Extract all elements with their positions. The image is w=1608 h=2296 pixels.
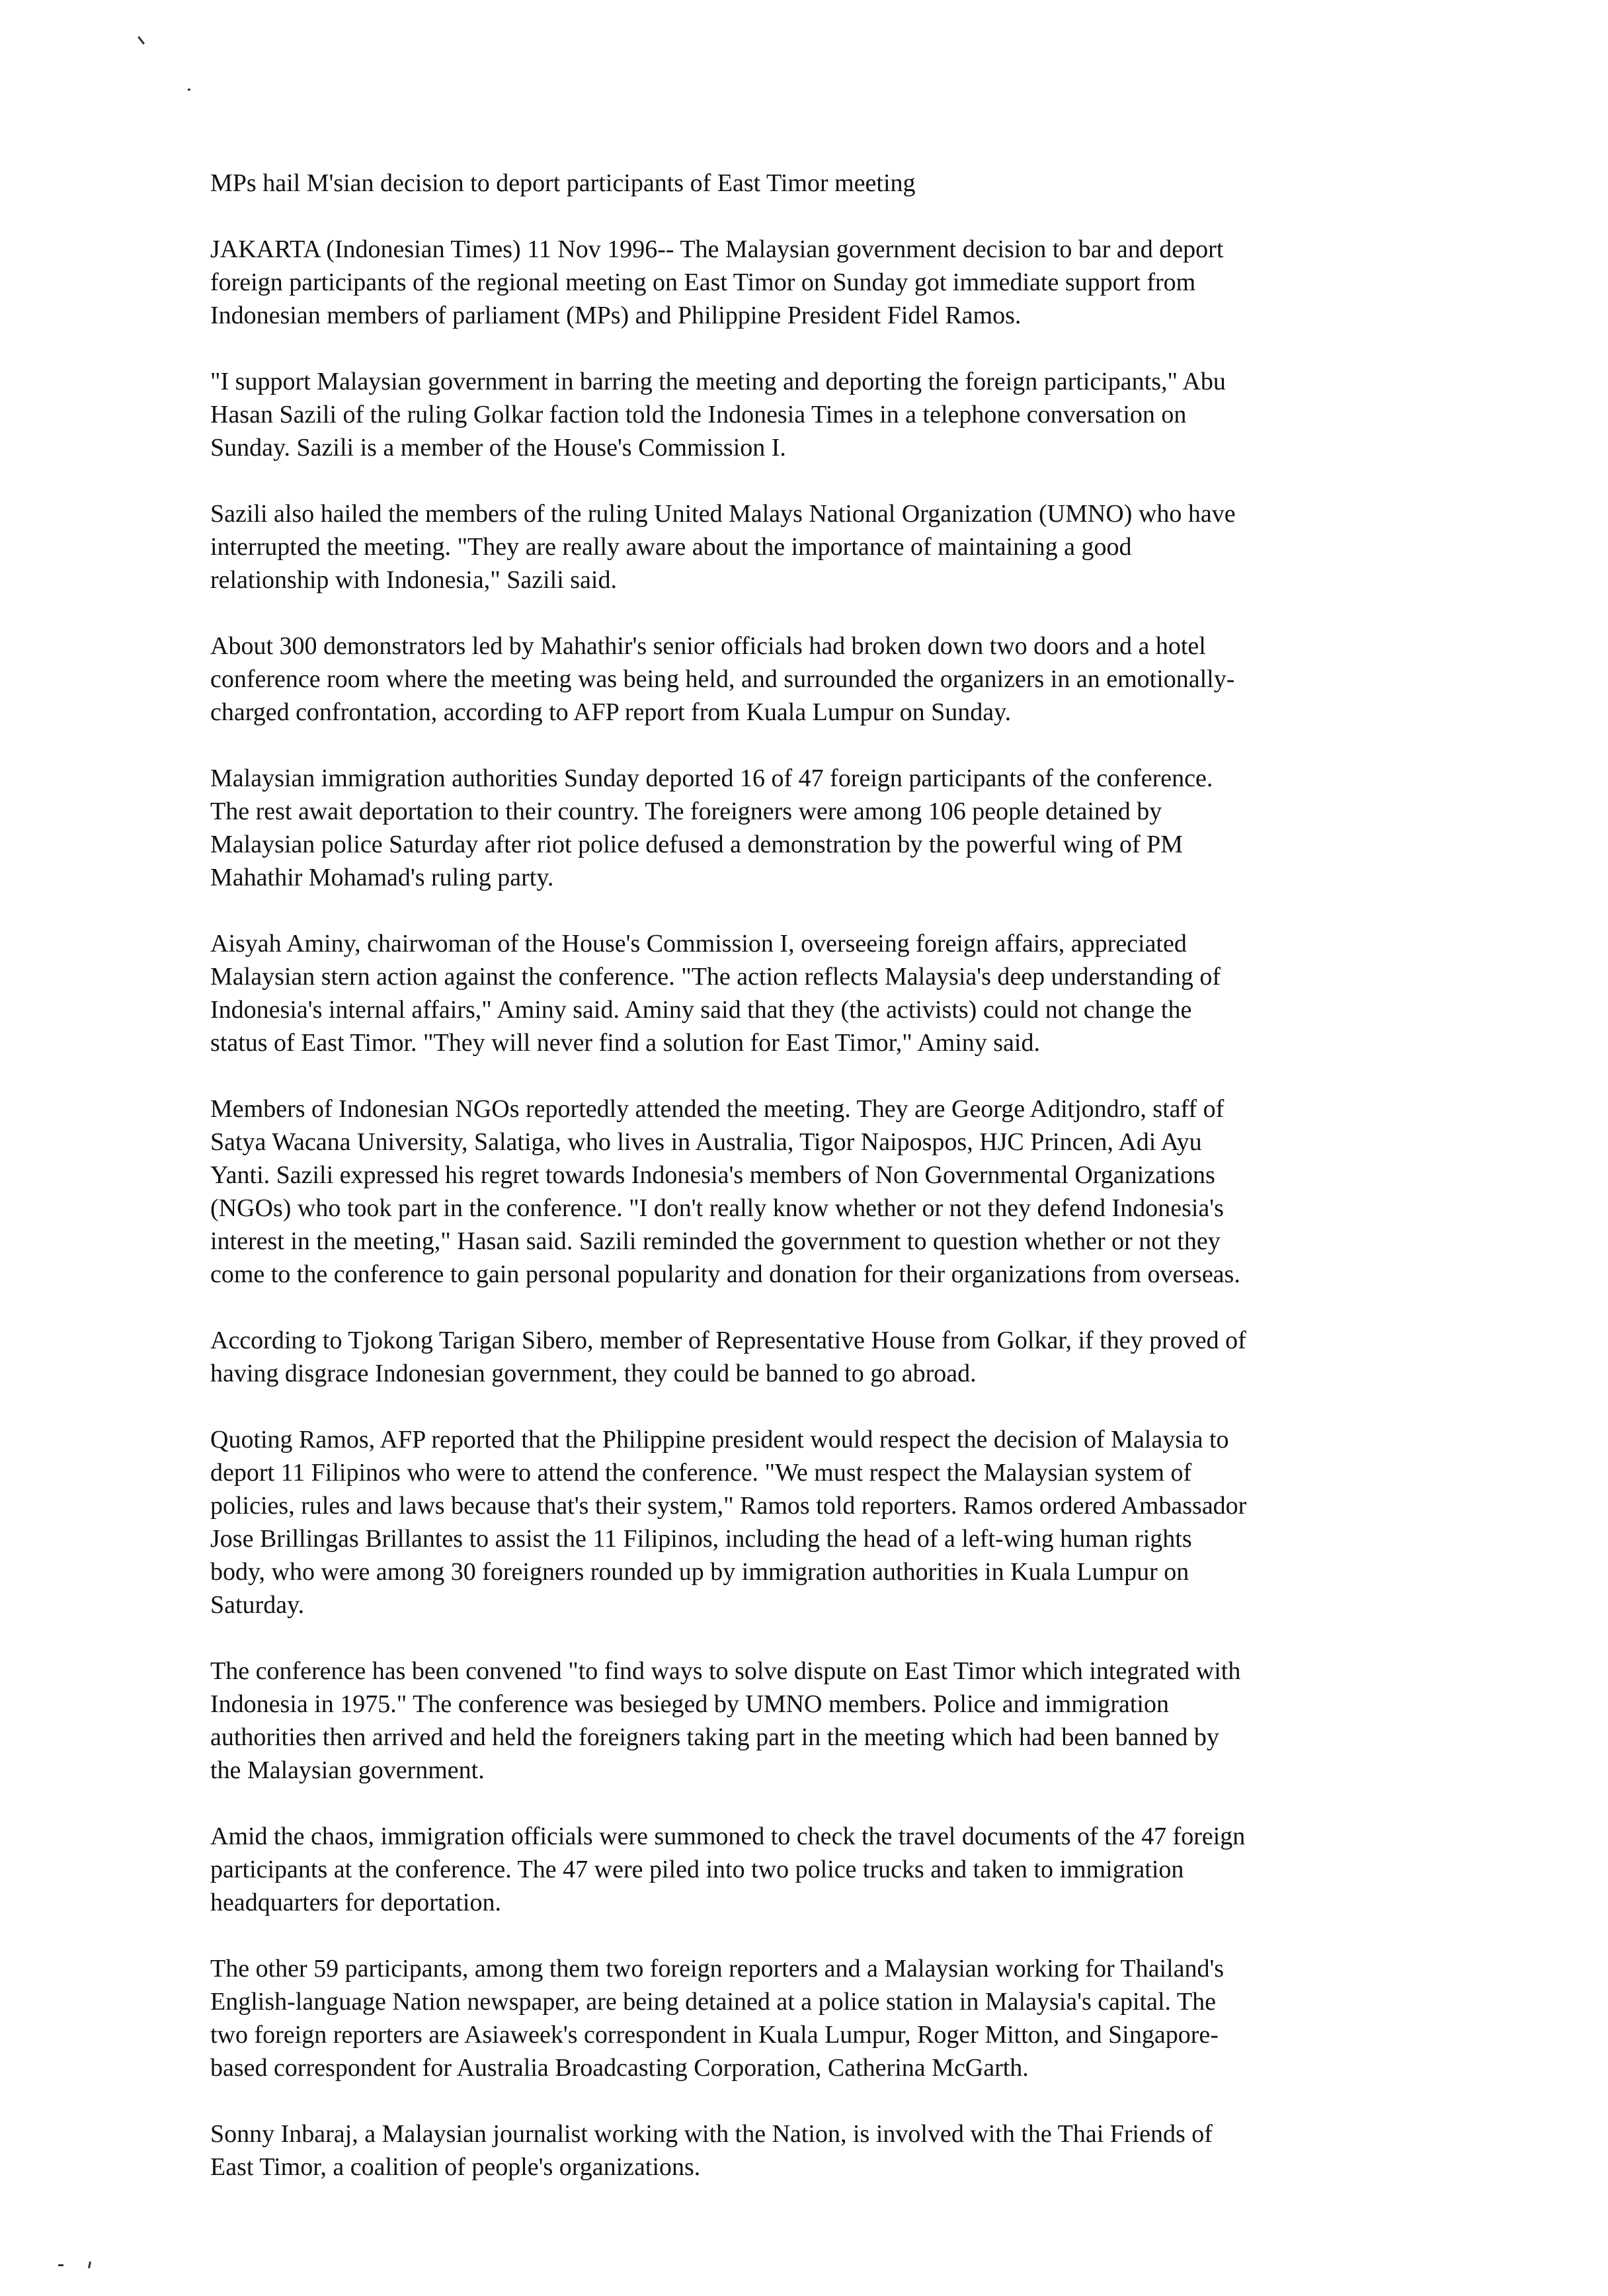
paragraph-umno: Sazili also hailed the members of the ruling United Malays National Organization (UMNO) who have interrupted the meeting. "They are really aware about the importance of maintaining a good relationship with Indonesia," Sazili said. [210,500,1236,594]
paragraph-sazili-quote: "I support Malaysian government in barring the meeting and deporting the foreign participants," Abu Hasan Sazili of the ruling Golkar faction told the Indonesia Times in a telephone conversation on Sunday. Sazili is a member of the House's Commission I. [210,368,1226,462]
paragraph-aminy: Aisyah Aminy, chairwoman of the House's Commission I, overseeing foreign affairs, appreciated Malaysian stern action against the conference. "The action reflects Malaysia's deep understanding of Indonesia's internal affairs," Aminy said. Aminy said that they (the activists) could not change the status of East Timor. "They will never find a solution for East Timor," Aminy said. [210,930,1221,1057]
article-headline: MPs hail M'sian decision to deport participants of East Timor meeting [210,169,916,197]
paragraph-conference: The conference has been convened "to find ways to solve dispute on East Timor which integrated with Indonesia in 1975." The conference was besieged by UMNO members. Police and immigration authorities then arrived and held the foreigners taking part in the meeting which had been banned by the Malaysian government. [210,1657,1241,1784]
paragraph-chaos: Amid the chaos, immigration officials were summoned to check the travel documents of the 47 foreign participants at the conference. The 47 were piled into two police trucks and taken to immigration headquarters for deportation. [210,1823,1246,1916]
paragraph-sibero: According to Tjokong Tarigan Sibero, member of Representative House from Golkar, if they proved of having disgrace Indonesian government, they could be banned to go abroad. [210,1327,1246,1387]
scan-speck [138,36,145,45]
paragraph-reporters: The other 59 participants, among them two foreign reporters and a Malaysian working for Thailand's English-language Nation newspaper, are being detained at a police station in Malaysia's capital. The two foreign reporters are Asiaweek's correspondent in Kuala Lumpur, Roger Mitton, and Singapore- based correspondent for Australia Broadcasting Corporation, Catherina McGarth. [210,1955,1225,2082]
article-body [210,167,1400,2217]
paragraph-dateline: JAKARTA (Indonesian Times) 11 Nov 1996-- The Malaysian government decision to bar and deport foreign participants of the regional meeting on East Timor on Sunday got immediate support from Indonesian members of parliament (MPs) and Philippine President Fidel Ramos. [210,235,1224,329]
paragraph-inbaraj: Sonny Inbaraj, a Malaysian journalist working with the Nation, is involved with the Thai Friends of East Timor, a coalition of people's organizations. [210,2120,1213,2181]
scan-speck [188,89,190,91]
scan-speck [88,2262,91,2268]
paragraph-ramos: Quoting Ramos, AFP reported that the Philippine president would respect the decision of Malaysia to deport 11 Filipinos who were to attend the conference. "We must respect the Malaysian system of policies, rules and laws because that's their system," Ramos told reporters. Ramos ordered Ambassador Jose Brillingas Brillantes to assist the 11 Filipinos, including the head of a left-wing human rights body, who were among 30 foreigners rounded up by immigration authorities in Kuala Lumpur on Saturday. [210,1426,1247,1619]
paragraph-deportation: Malaysian immigration authorities Sunday deported 16 of 47 foreign participants of the conference. The rest await deportation to their country. The foreigners were among 106 people detained by Malaysian police Saturday after riot police defused a demonstration by the powerful wing of PM Mahathir Mohamad's ruling party. [210,764,1213,891]
scan-speck [58,2264,63,2266]
paragraph-demonstrators: About 300 demonstrators led by Mahathir's senior officials had broken down two doors and a hotel conference room where the meeting was being held, and surrounded the organizers in an emotionally- charged confrontation, according to AFP report from Kuala Lumpur on Sunday. [210,632,1235,726]
paragraph-ngos: Members of Indonesian NGOs reportedly attended the meeting. They are George Aditjondro, staff of Satya Wacana University, Salatiga, who lives in Australia, Tigor Naipospos, HJC Princen, Adi Ayu Yanti. Sazili expressed his regret towards Indonesia's members of Non Governmental Organizations (NGOs) who took part in the conference. "I don't really know whether or not they defend Indonesia's interest in the meeting," Hasan said. Sazili reminded the government to question whether or not they come to the conference to gain personal popularity and donation for their organizations from overseas. [210,1095,1240,1288]
